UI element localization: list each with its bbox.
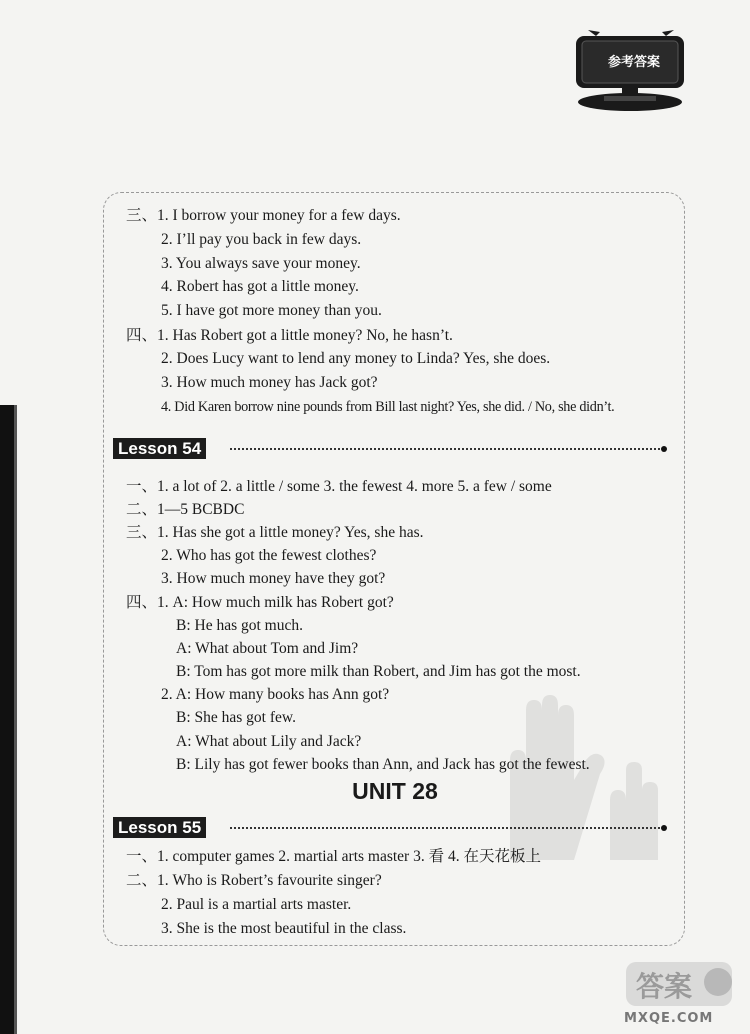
divider-end-dot — [661, 825, 667, 831]
divider-dotted — [230, 448, 660, 450]
text-line: 2. Paul is a martial arts master. — [161, 896, 352, 913]
divider-dotted — [230, 827, 660, 829]
text-line: 3. How much money have they got? — [161, 570, 386, 587]
text-line: 3. She is the most beautiful in the class. — [161, 920, 407, 937]
text-line: 三、1. Has she got a little money? Yes, she has. — [126, 524, 424, 541]
hand-decoration-icon — [490, 690, 670, 870]
divider-end-dot — [661, 446, 667, 452]
lesson-55-tag: Lesson 55 — [113, 817, 206, 838]
text-line: B: She has got few. — [176, 709, 296, 726]
text-line: 2. A: How many books has Ann got? — [161, 686, 390, 703]
text-line: B: He has got much. — [176, 617, 303, 634]
text-line: 3. You always save your money. — [161, 255, 361, 272]
text-line: 2. Does Lucy want to lend any money to Linda? Yes, she does. — [161, 350, 551, 367]
unit-title: UNIT 28 — [352, 778, 438, 804]
text-line: 三、1. I borrow your money for a few days. — [126, 207, 401, 224]
text-line: A: What about Lily and Jack? — [176, 733, 362, 750]
text-line: A: What about Tom and Jim? — [176, 640, 359, 657]
answer-key-badge-label: 参考答案 — [607, 55, 660, 70]
text-line: 一、1. computer games 2. martial arts master 3. 看 4. 在天花板上 — [126, 848, 541, 865]
monitor-icon — [566, 30, 696, 112]
text-line: 二、1. Who is Robert’s favourite singer? — [126, 872, 382, 889]
text-line: 二、1—5 BCBDC — [126, 501, 245, 518]
text-line: 3. How much money has Jack got? — [161, 374, 378, 391]
page-edge-shadow — [0, 405, 14, 1034]
text-line: 4. Robert has got a little money. — [161, 278, 359, 295]
text-line: 一、1. a lot of 2. a little / some 3. the fewest 4. more 5. a few / some — [126, 478, 552, 495]
text-line: 5. I have got more money than you. — [161, 302, 382, 319]
text-line: 4. Did Karen borrow nine pounds from Bill last night? Yes, she did. / No, she didn’t. — [161, 399, 615, 415]
text-line: 四、1. Has Robert got a little money? No, he hasn’t. — [126, 327, 453, 344]
text-line: 四、1. A: How much milk has Robert got? — [126, 594, 394, 611]
text-line: 2. Who has got the fewest clothes? — [161, 547, 377, 564]
lesson-54-tag: Lesson 54 — [113, 438, 206, 459]
text-line: B: Tom has got more milk than Robert, and Jim has got the most. — [176, 663, 581, 680]
watermark-text: MXQE.COM — [624, 1011, 714, 1026]
text-line: B: Lily has got fewer books than Ann, and Jack has got the fewest. — [176, 756, 590, 773]
page-edge-shadow-inner — [14, 405, 17, 1034]
text-line: 2. I’ll pay you back in few days. — [161, 231, 362, 248]
svg-text:答案: 答案 — [636, 970, 693, 1003]
